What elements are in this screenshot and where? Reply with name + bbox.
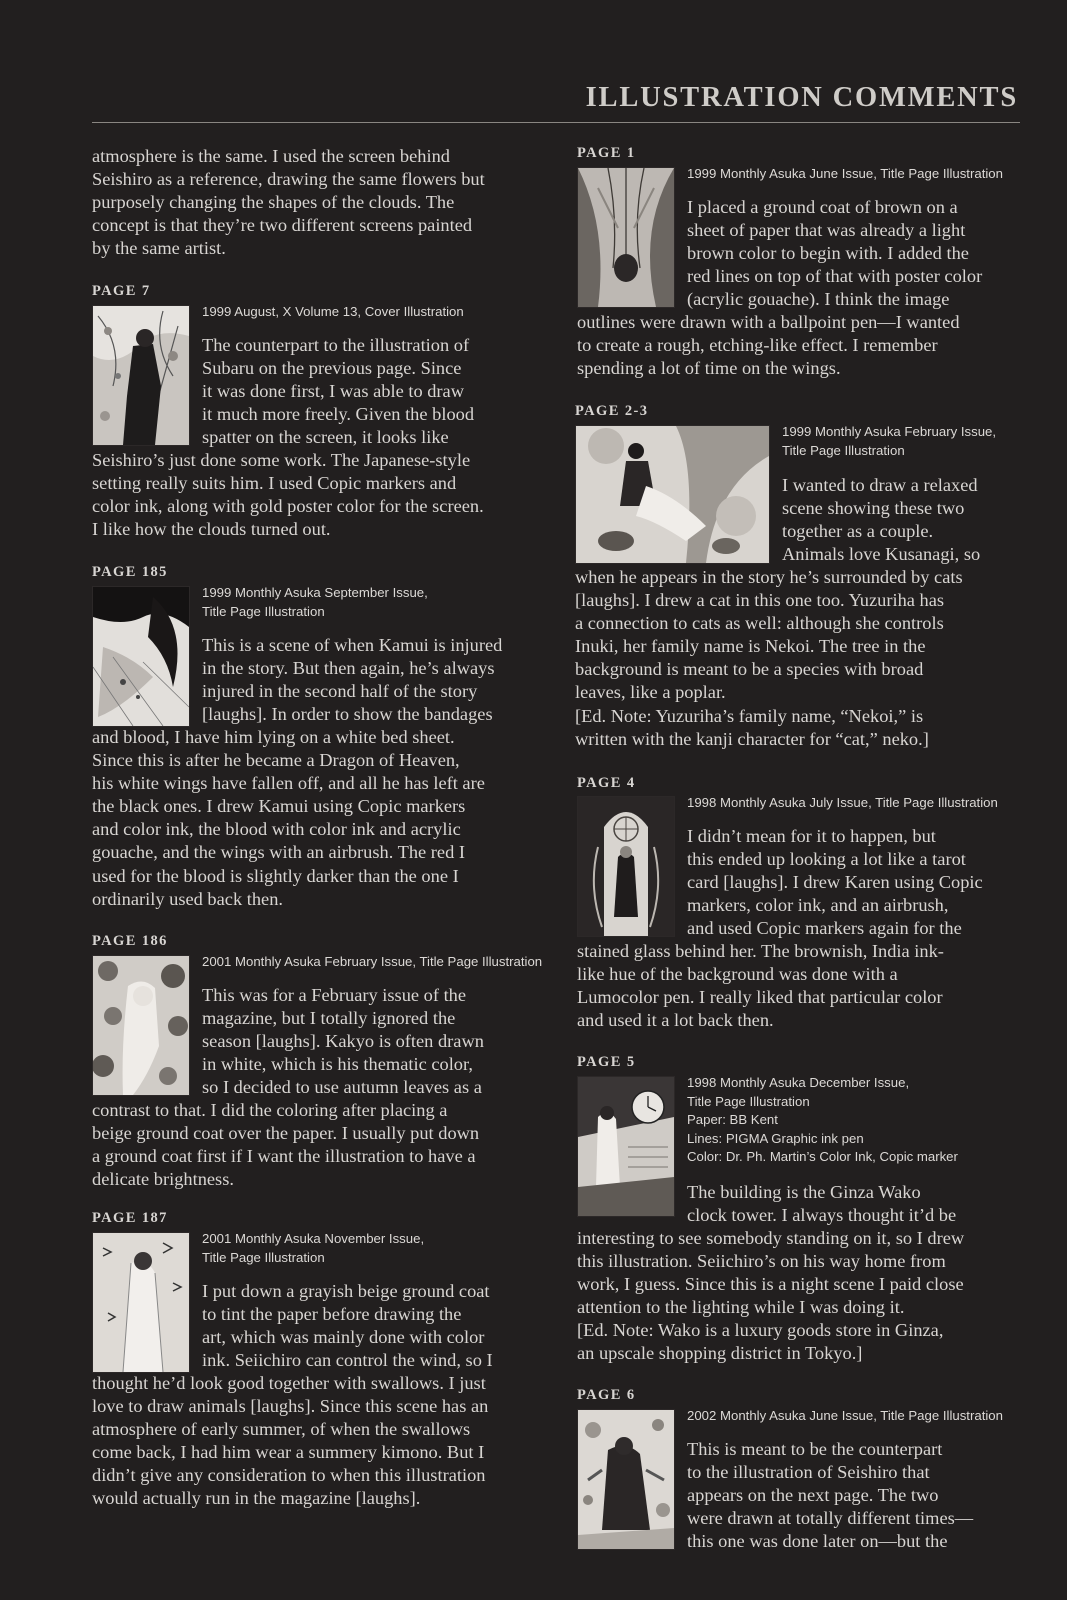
section-heading-page-6: PAGE 6 xyxy=(577,1387,636,1403)
text-line: background is meant to be a species with broad xyxy=(575,659,924,680)
text-line: Seishiro’s just done some work. The Japanese-style xyxy=(92,450,471,470)
text-line: This is meant to be the counterpart xyxy=(687,1439,943,1459)
text-line: color ink, along with gold poster color for the screen. xyxy=(92,496,484,517)
thumbnail-page-6 xyxy=(577,1409,675,1550)
body-page-5-indented xyxy=(687,1181,956,1227)
text-line: leaves, like a poplar. xyxy=(575,682,726,703)
text-line: it much more freely. Given the blood xyxy=(202,404,475,425)
text-line: like hue of the background was done with a xyxy=(577,964,898,985)
text-line: used for the blood is slightly darker than the one I xyxy=(92,865,459,886)
text-line: the black ones. I drew Kamui using Copic markers xyxy=(92,796,466,817)
text-line: art, which was mainly done with color xyxy=(202,1327,485,1348)
section-heading-page-186: PAGE 186 xyxy=(92,933,168,949)
section-heading-page-4: PAGE 4 xyxy=(577,775,636,791)
meta-line: Title Page Illustration xyxy=(687,1093,810,1109)
text-line: delicate brightness. xyxy=(92,1169,234,1190)
text-line: by the same artist. xyxy=(92,238,226,259)
meta-line: 1999 Monthly Asuka February Issue, xyxy=(782,424,997,439)
text-line: I wanted to draw a relaxed xyxy=(782,475,978,495)
meta-page-186 xyxy=(202,953,542,972)
meta-line: Title Page Illustration xyxy=(202,1249,325,1265)
text-line: This was for a February issue of the xyxy=(202,985,467,1005)
meta-page-6 xyxy=(687,1407,1003,1426)
body-page-4-indented xyxy=(687,825,983,940)
text-line: clock tower. I always thought it’d be xyxy=(687,1205,957,1226)
meta-line: Title Page Illustration xyxy=(782,442,905,458)
thumbnail-page-185 xyxy=(92,586,190,727)
text-line: when he appears in the story he’s surrounded by cats xyxy=(575,567,963,587)
text-line: Since this is after he became a Dragon of Heaven, xyxy=(92,750,460,771)
text-line: spatter on the screen, it looks like xyxy=(202,427,449,448)
thumbnail-page-2-3 xyxy=(575,425,770,564)
meta-line: 1998 Monthly Asuka December Issue, xyxy=(687,1075,910,1090)
body-page-7-indented xyxy=(202,334,474,449)
text-line: come back, I had him wear a summery kimono. But I xyxy=(92,1442,485,1463)
thumbnail-page-5 xyxy=(577,1076,675,1217)
section-heading-page-187: PAGE 187 xyxy=(92,1210,168,1226)
text-line: setting really suits him. I used Copic markers and xyxy=(92,473,457,494)
thumbnail-page-7 xyxy=(92,305,190,446)
meta-line: Title Page Illustration xyxy=(202,603,325,619)
text-line: would actually run in the magazine [laughs]. xyxy=(92,1488,421,1509)
text-line: red lines on top of that with poster color xyxy=(687,266,983,287)
text-line: Lumocolor pen. I really liked that particular color xyxy=(577,987,943,1008)
text-line: this ended up looking a lot like a tarot xyxy=(687,849,966,870)
text-line: interesting to see somebody standing on it, so I drew xyxy=(577,1228,965,1248)
section-heading-page-1: PAGE 1 xyxy=(577,145,636,161)
text-line: appears on the next page. The two xyxy=(687,1485,939,1506)
text-line: sheet of paper that was already a light xyxy=(687,220,966,241)
body-page-186-indented xyxy=(202,984,484,1099)
text-line: it was done first, I was able to draw xyxy=(202,381,464,402)
meta-line: 1998 Monthly Asuka July Issue, Title Page Illustration xyxy=(687,795,998,810)
thumbnail-page-187 xyxy=(92,1232,190,1373)
subaru-illustration-image xyxy=(578,1410,674,1549)
text-line: in white, which is his thematic color, xyxy=(202,1054,473,1075)
text-line: ordinarily used back then. xyxy=(92,888,284,909)
body-page-185-full xyxy=(92,726,485,911)
meta-line: 2002 Monthly Asuka June Issue, Title Page Illustration xyxy=(687,1408,1003,1423)
text-line: were drawn at totally different times— xyxy=(687,1508,974,1529)
meta-line: 1999 August, X Volume 13, Cover Illustration xyxy=(202,304,464,319)
text-line: I didn’t mean for it to happen, but xyxy=(687,826,936,846)
text-line: card [laughs]. I drew Karen using Copic xyxy=(687,872,983,893)
section-heading-page-7: PAGE 7 xyxy=(92,283,151,299)
text-line: didn’t give any consideration to when this illustration xyxy=(92,1465,486,1486)
meta-line: 2001 Monthly Asuka November Issue, xyxy=(202,1231,425,1246)
text-line: stained glass behind her. The brownish, India ink- xyxy=(577,941,944,961)
thumbnail-page-4 xyxy=(577,796,675,937)
text-line: Animals love Kusanagi, so xyxy=(782,544,981,565)
meta-page-185 xyxy=(202,584,428,621)
text-line: his white wings have fallen off, and all he has left are xyxy=(92,773,485,794)
text-line: written with the kanji character for “cat,” neko.] xyxy=(575,728,929,749)
text-line: markers, color ink, and an airbrush, xyxy=(687,895,949,916)
text-line: [laughs]. I drew a cat in this one too. Yuzuriha has xyxy=(575,590,945,611)
page-title: ILLUSTRATION COMMENTS xyxy=(585,82,1018,113)
text-line: Seishiro as a reference, drawing the same flowers but xyxy=(92,169,485,190)
text-line: to create a rough, etching-like effect. I remember xyxy=(577,335,938,356)
text-line: and used Copic markers again for the xyxy=(687,918,962,939)
body-page-187-indented xyxy=(202,1280,493,1372)
seiichiro-kimono-illustration-image xyxy=(93,1233,189,1372)
intro-text xyxy=(92,145,485,260)
body-page-187-full xyxy=(92,1372,488,1511)
clock-tower-illustration-image xyxy=(578,1077,674,1216)
text-line: together as a couple. xyxy=(782,521,934,542)
body-page-185-indented xyxy=(202,634,502,726)
text-line: injured in the second half of the story xyxy=(202,681,478,702)
text-line: The building is the Ginza Wako xyxy=(687,1182,921,1202)
section-heading-page-185: PAGE 185 xyxy=(92,564,168,580)
text-line: an upscale shopping district in Tokyo.] xyxy=(577,1343,863,1364)
text-line: and color ink, the blood with color ink and acrylic xyxy=(92,819,461,840)
meta-line: 1999 Monthly Asuka June Issue, Title Page Illustration xyxy=(687,166,1003,181)
text-line: season [laughs]. Kakyo is often drawn xyxy=(202,1031,484,1052)
text-line: brown color to begin with. I added the xyxy=(687,243,969,264)
text-line: The counterpart to the illustration of xyxy=(202,335,470,355)
section-heading-page-5: PAGE 5 xyxy=(577,1054,636,1070)
text-line: contrast to that. I did the coloring after placing a xyxy=(92,1100,448,1120)
text-line: beige ground coat over the paper. I usually put down xyxy=(92,1123,480,1144)
text-line: atmosphere of early summer, of when the swallows xyxy=(92,1419,471,1440)
text-line: work, I guess. Since this is a night scene I paid close xyxy=(577,1274,964,1295)
text-line: atmosphere is the same. I used the screen behind xyxy=(92,146,450,166)
text-line: Subaru on the previous page. Since xyxy=(202,358,462,379)
body-page-186-full xyxy=(92,1099,479,1191)
body-page-1-full xyxy=(577,311,960,380)
text-line: and blood, I have him lying on a white bed sheet. xyxy=(92,727,455,747)
text-line: ink. Seiichiro can control the wind, so I xyxy=(202,1350,493,1371)
body-page-5-full xyxy=(577,1227,964,1366)
body-page-2-3-full xyxy=(575,566,963,751)
text-line: to tint the paper before drawing the xyxy=(202,1304,462,1325)
body-page-2-3-indented xyxy=(782,474,980,566)
meta-line: Color: Dr. Ph. Martin’s Color Ink, Copic marker xyxy=(687,1149,958,1165)
text-line: spending a lot of time on the wings. xyxy=(577,358,841,379)
winged-figure-illustration-image xyxy=(578,168,674,307)
text-line: love to draw animals [laughs]. Since this scene has an xyxy=(92,1396,489,1417)
meta-page-2-3 xyxy=(782,423,996,460)
text-line: [Ed. Note: Wako is a luxury goods store in Ginza, xyxy=(577,1320,944,1341)
thumbnail-page-1 xyxy=(577,167,675,308)
text-line: [laughs]. In order to show the bandages xyxy=(202,704,493,725)
text-line: attention to the lighting while I was doing it. xyxy=(577,1297,905,1318)
thumbnail-page-186 xyxy=(92,955,190,1096)
meta-line: Lines: PIGMA Graphic ink pen xyxy=(687,1130,864,1146)
text-line: thought he’d look good together with swallows. I just xyxy=(92,1373,486,1393)
text-line: to the illustration of Seishiro that xyxy=(687,1462,930,1483)
text-line: I like how the clouds turned out. xyxy=(92,519,331,540)
text-line: (acrylic gouache). I think the image xyxy=(687,289,950,310)
kakyo-illustration-image xyxy=(93,956,189,1095)
text-line: I placed a ground coat of brown on a xyxy=(687,197,958,217)
kamui-illustration-image xyxy=(93,587,189,726)
seishiro-illustration-image xyxy=(93,306,189,445)
kusanagi-yuzuriha-illustration-image xyxy=(576,426,769,563)
text-line: purposely changing the shapes of the clouds. The xyxy=(92,192,455,213)
meta-line: Paper: BB Kent xyxy=(687,1112,778,1128)
text-line: this one was done later on—but the xyxy=(687,1531,948,1552)
text-line: and used it a lot back then. xyxy=(577,1010,774,1031)
meta-page-5 xyxy=(687,1074,958,1167)
text-line: a ground coat first if I want the illustration to have a xyxy=(92,1146,476,1167)
meta-page-187 xyxy=(202,1230,424,1267)
text-line: magazine, but I totally ignored the xyxy=(202,1008,456,1029)
text-line: I put down a grayish beige ground coat xyxy=(202,1281,490,1301)
text-line: in the story. But then again, he’s always xyxy=(202,658,495,679)
body-page-1-indented xyxy=(687,196,982,311)
text-line: so I decided to use autumn leaves as a xyxy=(202,1077,482,1098)
meta-page-7 xyxy=(202,303,464,322)
text-line: concept is that they’re two different screens painted xyxy=(92,215,473,236)
text-line: gouache, and the wings with an airbrush. The red I xyxy=(92,842,465,863)
meta-line: 1999 Monthly Asuka September Issue, xyxy=(202,585,428,600)
text-line: this illustration. Seiichiro’s on his way home from xyxy=(577,1251,946,1272)
text-line: outlines were drawn with a ballpoint pen—I wanted xyxy=(577,312,960,332)
meta-page-4 xyxy=(687,794,998,813)
body-page-6-indented xyxy=(687,1438,973,1553)
text-line: This is a scene of when Kamui is injured xyxy=(202,635,503,655)
page-header xyxy=(92,78,1020,123)
text-line: Inuki, her family name is Nekoi. The tree in the xyxy=(575,636,926,657)
body-page-4-full xyxy=(577,940,944,1032)
karen-stained-glass-illustration-image xyxy=(578,797,674,936)
text-line: [Ed. Note: Yuzuriha’s family name, “Nekoi,” is xyxy=(575,705,924,726)
text-line: a connection to cats as well: although she controls xyxy=(575,613,944,634)
meta-page-1 xyxy=(687,165,1003,184)
meta-line: 2001 Monthly Asuka February Issue, Title Page Illustration xyxy=(202,954,543,969)
section-heading-page-2-3: PAGE 2-3 xyxy=(575,403,649,419)
text-line: scene showing these two xyxy=(782,498,965,519)
body-page-7-full xyxy=(92,449,484,541)
